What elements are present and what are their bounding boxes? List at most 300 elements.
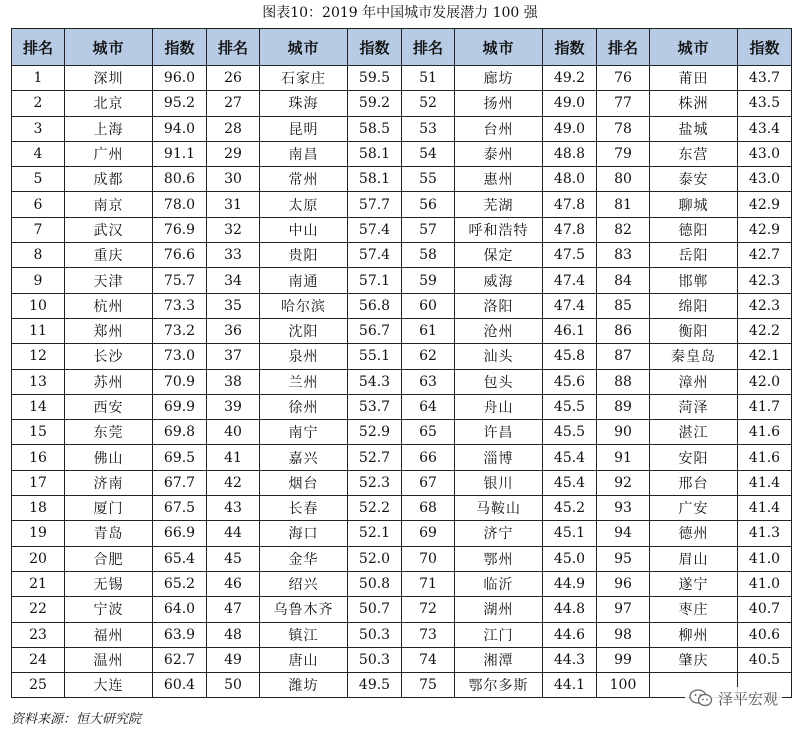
table-row (12, 673, 792, 698)
index-cell: 42.0 (738, 369, 792, 394)
rank-cell: 62 (402, 344, 455, 369)
index-cell: 70.9 (153, 369, 207, 394)
rank-cell: 22 (12, 597, 65, 622)
city-cell: 合肥 (65, 546, 153, 571)
city-cell: 海口 (260, 521, 348, 546)
city-cell: 大连 (65, 673, 153, 698)
index-cell: 44.8 (543, 597, 597, 622)
city-cell: 沈阳 (260, 318, 348, 343)
index-cell: 57.7 (348, 192, 402, 217)
index-cell: 41.0 (738, 571, 792, 596)
rank-cell: 89 (597, 394, 650, 419)
index-cell: 46.1 (543, 318, 597, 343)
city-cell: 舟山 (455, 394, 543, 419)
rank-cell: 38 (207, 369, 260, 394)
index-cell: 58.1 (348, 141, 402, 166)
city-cell: 株洲 (650, 91, 738, 116)
rank-cell: 93 (597, 496, 650, 521)
city-cell: 深圳 (65, 66, 153, 91)
index-cell: 53.7 (348, 394, 402, 419)
city-cell: 成都 (65, 167, 153, 192)
index-cell: 60.4 (153, 673, 207, 698)
city-cell: 包头 (455, 369, 543, 394)
city-cell: 临沂 (455, 571, 543, 596)
index-cell: 43.4 (738, 116, 792, 141)
city-cell: 银川 (455, 470, 543, 495)
rank-cell: 25 (12, 673, 65, 698)
rank-cell: 79 (597, 141, 650, 166)
table-row (12, 116, 792, 141)
index-cell: 47.5 (543, 243, 597, 268)
city-cell: 江门 (455, 622, 543, 647)
rank-cell: 90 (597, 420, 650, 445)
index-cell: 96.0 (153, 66, 207, 91)
city-cell: 南京 (65, 192, 153, 217)
index-cell: 76.6 (153, 243, 207, 268)
rank-cell: 54 (402, 141, 455, 166)
table-row (12, 293, 792, 318)
city-cell: 石家庄 (260, 66, 348, 91)
index-cell: 57.4 (348, 243, 402, 268)
table-row (12, 647, 792, 672)
rank-header: 排名 (597, 29, 650, 66)
table-row (12, 243, 792, 268)
index-cell: 47.4 (543, 293, 597, 318)
rank-cell: 7 (12, 217, 65, 242)
rank-cell: 30 (207, 167, 260, 192)
city-cell: 兰州 (260, 369, 348, 394)
rank-cell: 80 (597, 167, 650, 192)
index-cell: 45.2 (543, 496, 597, 521)
index-cell: 64.0 (153, 597, 207, 622)
rank-cell: 83 (597, 243, 650, 268)
index-cell: 45.4 (543, 470, 597, 495)
city-cell: 西安 (65, 394, 153, 419)
index-cell: 41.7 (738, 394, 792, 419)
city-cell: 绵阳 (650, 293, 738, 318)
rank-cell: 86 (597, 318, 650, 343)
city-cell: 惠州 (455, 167, 543, 192)
index-cell: 73.2 (153, 318, 207, 343)
rank-cell: 76 (597, 66, 650, 91)
table-row (12, 344, 792, 369)
city-cell: 烟台 (260, 470, 348, 495)
rank-cell: 14 (12, 394, 65, 419)
city-cell: 德阳 (650, 217, 738, 242)
rank-cell: 95 (597, 546, 650, 571)
index-cell: 50.3 (348, 622, 402, 647)
rank-cell: 3 (12, 116, 65, 141)
rank-cell: 58 (402, 243, 455, 268)
city-cell: 温州 (65, 647, 153, 672)
rank-cell: 44 (207, 521, 260, 546)
city-cell: 长春 (260, 496, 348, 521)
rank-cell: 49 (207, 647, 260, 672)
city-cell: 上海 (65, 116, 153, 141)
city-cell: 东营 (650, 141, 738, 166)
city-cell: 芜湖 (455, 192, 543, 217)
rank-cell: 73 (402, 622, 455, 647)
index-cell: 45.5 (543, 394, 597, 419)
index-cell: 43.7 (738, 66, 792, 91)
city-cell: 济宁 (455, 521, 543, 546)
city-cell: 福州 (65, 622, 153, 647)
city-cell: 武汉 (65, 217, 153, 242)
city-cell: 岳阳 (650, 243, 738, 268)
city-cell: 扬州 (455, 91, 543, 116)
index-cell: 48.8 (543, 141, 597, 166)
index-cell: 43.0 (738, 167, 792, 192)
rank-cell: 20 (12, 546, 65, 571)
table-row (12, 546, 792, 571)
index-cell: 63.9 (153, 622, 207, 647)
city-cell: 遂宁 (650, 571, 738, 596)
rank-cell: 32 (207, 217, 260, 242)
city-cell: 淄博 (455, 445, 543, 470)
rank-cell: 4 (12, 141, 65, 166)
index-cell: 47.8 (543, 192, 597, 217)
index-cell: 54.3 (348, 369, 402, 394)
index-cell: 49.0 (543, 116, 597, 141)
city-cell: 枣庄 (650, 597, 738, 622)
index-cell: 45.6 (543, 369, 597, 394)
table-row (12, 470, 792, 495)
city-cell: 珠海 (260, 91, 348, 116)
city-cell: 洛阳 (455, 293, 543, 318)
index-cell: 44.6 (543, 622, 597, 647)
city-cell: 青岛 (65, 521, 153, 546)
index-cell: 45.1 (543, 521, 597, 546)
rank-cell: 71 (402, 571, 455, 596)
watermark (685, 687, 782, 709)
city-cell: 保定 (455, 243, 543, 268)
rank-cell: 27 (207, 91, 260, 116)
city-cell: 呼和浩特 (455, 217, 543, 242)
city-cell: 汕头 (455, 344, 543, 369)
rank-cell: 29 (207, 141, 260, 166)
city-cell: 济南 (65, 470, 153, 495)
rank-cell: 74 (402, 647, 455, 672)
rank-cell: 9 (12, 268, 65, 293)
city-cell: 哈尔滨 (260, 293, 348, 318)
index-cell: 75.7 (153, 268, 207, 293)
city-header: 城市 (650, 29, 738, 66)
index-cell: 40.5 (738, 647, 792, 672)
rank-cell: 5 (12, 167, 65, 192)
rank-cell: 35 (207, 293, 260, 318)
rank-cell: 56 (402, 192, 455, 217)
city-cell: 长沙 (65, 344, 153, 369)
index-cell: 62.7 (153, 647, 207, 672)
city-header: 城市 (260, 29, 348, 66)
index-cell: 42.7 (738, 243, 792, 268)
rank-cell: 85 (597, 293, 650, 318)
index-header: 指数 (153, 29, 207, 66)
index-cell: 56.7 (348, 318, 402, 343)
rank-cell: 39 (207, 394, 260, 419)
index-cell: 44.1 (543, 673, 597, 698)
city-cell: 邯郸 (650, 268, 738, 293)
rank-cell: 55 (402, 167, 455, 192)
city-cell: 常州 (260, 167, 348, 192)
city-cell: 泰安 (650, 167, 738, 192)
rank-cell: 68 (402, 496, 455, 521)
city-cell: 嘉兴 (260, 445, 348, 470)
index-cell: 69.5 (153, 445, 207, 470)
city-header: 城市 (455, 29, 543, 66)
table-row (12, 167, 792, 192)
index-cell: 41.4 (738, 470, 792, 495)
city-cell: 徐州 (260, 394, 348, 419)
city-cell: 台州 (455, 116, 543, 141)
index-cell: 58.1 (348, 167, 402, 192)
city-cell: 鄂州 (455, 546, 543, 571)
wechat-icon (689, 689, 713, 707)
index-cell: 44.3 (543, 647, 597, 672)
table-row (12, 394, 792, 419)
index-cell: 45.4 (543, 445, 597, 470)
rank-cell: 59 (402, 268, 455, 293)
index-header: 指数 (738, 29, 792, 66)
rank-cell: 51 (402, 66, 455, 91)
index-cell: 41.3 (738, 521, 792, 546)
index-cell: 58.5 (348, 116, 402, 141)
index-cell: 57.1 (348, 268, 402, 293)
header-row (12, 29, 792, 66)
rank-cell: 23 (12, 622, 65, 647)
city-cell: 秦皇岛 (650, 344, 738, 369)
rank-cell: 33 (207, 243, 260, 268)
rank-cell: 26 (207, 66, 260, 91)
index-cell: 52.1 (348, 521, 402, 546)
rank-cell: 52 (402, 91, 455, 116)
city-cell: 廊坊 (455, 66, 543, 91)
rank-cell: 46 (207, 571, 260, 596)
table-row (12, 268, 792, 293)
table-row (12, 622, 792, 647)
index-cell: 94.0 (153, 116, 207, 141)
index-cell: 52.0 (348, 546, 402, 571)
rank-cell: 41 (207, 445, 260, 470)
index-cell: 59.5 (348, 66, 402, 91)
city-cell: 南昌 (260, 141, 348, 166)
rank-cell: 67 (402, 470, 455, 495)
city-cell: 昆明 (260, 116, 348, 141)
rank-cell: 24 (12, 647, 65, 672)
index-cell: 69.9 (153, 394, 207, 419)
city-cell: 郑州 (65, 318, 153, 343)
rank-cell: 40 (207, 420, 260, 445)
index-cell: 45.0 (543, 546, 597, 571)
index-cell: 52.9 (348, 420, 402, 445)
city-header: 城市 (65, 29, 153, 66)
rank-cell: 63 (402, 369, 455, 394)
index-cell: 41.0 (738, 546, 792, 571)
city-ranking-table (11, 28, 792, 698)
city-cell: 菏泽 (650, 394, 738, 419)
index-cell: 91.1 (153, 141, 207, 166)
index-cell: 65.2 (153, 571, 207, 596)
city-cell: 贵阳 (260, 243, 348, 268)
city-cell: 盐城 (650, 116, 738, 141)
rank-cell: 48 (207, 622, 260, 647)
rank-cell: 15 (12, 420, 65, 445)
city-cell: 邢台 (650, 470, 738, 495)
rank-cell: 16 (12, 445, 65, 470)
rank-cell: 72 (402, 597, 455, 622)
city-cell: 镇江 (260, 622, 348, 647)
rank-cell: 43 (207, 496, 260, 521)
rank-cell: 87 (597, 344, 650, 369)
index-cell: 40.7 (738, 597, 792, 622)
city-cell: 莆田 (650, 66, 738, 91)
city-cell: 漳州 (650, 369, 738, 394)
city-cell: 北京 (65, 91, 153, 116)
index-cell: 57.4 (348, 217, 402, 242)
rank-header: 排名 (207, 29, 260, 66)
city-cell: 德州 (650, 521, 738, 546)
rank-cell: 53 (402, 116, 455, 141)
city-cell: 苏州 (65, 369, 153, 394)
rank-cell: 12 (12, 344, 65, 369)
source-note: 资料来源：恒大研究院 (11, 712, 142, 727)
rank-cell: 42 (207, 470, 260, 495)
index-cell: 67.5 (153, 496, 207, 521)
rank-cell: 77 (597, 91, 650, 116)
index-cell: 41.6 (738, 445, 792, 470)
index-cell: 50.8 (348, 571, 402, 596)
index-cell: 48.0 (543, 167, 597, 192)
index-cell: 52.7 (348, 445, 402, 470)
index-cell: 66.9 (153, 521, 207, 546)
city-cell: 天津 (65, 268, 153, 293)
rank-cell: 17 (12, 470, 65, 495)
index-cell: 41.4 (738, 496, 792, 521)
index-cell: 73.0 (153, 344, 207, 369)
city-cell: 柳州 (650, 622, 738, 647)
rank-cell: 6 (12, 192, 65, 217)
city-cell: 湛江 (650, 420, 738, 445)
city-cell: 许昌 (455, 420, 543, 445)
rank-cell: 66 (402, 445, 455, 470)
index-cell: 80.6 (153, 167, 207, 192)
index-cell: 45.5 (543, 420, 597, 445)
city-cell: 肇庆 (650, 647, 738, 672)
index-cell: 52.2 (348, 496, 402, 521)
city-cell: 南通 (260, 268, 348, 293)
index-cell: 78.0 (153, 192, 207, 217)
rank-cell: 96 (597, 571, 650, 596)
index-cell: 42.1 (738, 344, 792, 369)
city-cell: 马鞍山 (455, 496, 543, 521)
rank-cell: 98 (597, 622, 650, 647)
city-cell: 佛山 (65, 445, 153, 470)
rank-cell: 1 (12, 66, 65, 91)
index-cell: 47.8 (543, 217, 597, 242)
rank-cell: 82 (597, 217, 650, 242)
index-header: 指数 (543, 29, 597, 66)
index-cell: 95.2 (153, 91, 207, 116)
city-cell: 沧州 (455, 318, 543, 343)
rank-cell: 84 (597, 268, 650, 293)
rank-cell: 47 (207, 597, 260, 622)
table-row (12, 496, 792, 521)
rank-cell: 65 (402, 420, 455, 445)
city-cell: 湖州 (455, 597, 543, 622)
index-cell: 56.8 (348, 293, 402, 318)
rank-cell: 88 (597, 369, 650, 394)
index-cell: 42.3 (738, 293, 792, 318)
rank-cell: 10 (12, 293, 65, 318)
rank-cell: 37 (207, 344, 260, 369)
city-cell: 泰州 (455, 141, 543, 166)
city-cell: 广州 (65, 141, 153, 166)
index-cell: 50.7 (348, 597, 402, 622)
index-cell: 76.9 (153, 217, 207, 242)
rank-cell: 28 (207, 116, 260, 141)
table-row (12, 571, 792, 596)
city-cell: 聊城 (650, 192, 738, 217)
table-row (12, 192, 792, 217)
rank-cell: 19 (12, 521, 65, 546)
city-cell: 绍兴 (260, 571, 348, 596)
rank-cell: 60 (402, 293, 455, 318)
rank-cell: 69 (402, 521, 455, 546)
rank-cell: 91 (597, 445, 650, 470)
index-cell: 55.1 (348, 344, 402, 369)
city-cell: 宁波 (65, 597, 153, 622)
city-cell: 安阳 (650, 445, 738, 470)
city-cell: 泉州 (260, 344, 348, 369)
rank-cell: 70 (402, 546, 455, 571)
rank-cell: 100 (597, 673, 650, 698)
index-cell: 52.3 (348, 470, 402, 495)
index-cell: 67.7 (153, 470, 207, 495)
city-cell: 乌鲁木齐 (260, 597, 348, 622)
rank-cell: 2 (12, 91, 65, 116)
rank-cell: 50 (207, 673, 260, 698)
city-cell: 太原 (260, 192, 348, 217)
table-row (12, 66, 792, 91)
index-cell: 49.0 (543, 91, 597, 116)
index-cell: 47.4 (543, 268, 597, 293)
table-row (12, 420, 792, 445)
city-cell: 金华 (260, 546, 348, 571)
index-cell: 44.9 (543, 571, 597, 596)
rank-cell: 78 (597, 116, 650, 141)
city-cell: 威海 (455, 268, 543, 293)
city-cell: 中山 (260, 217, 348, 242)
index-cell: 40.6 (738, 622, 792, 647)
rank-cell: 11 (12, 318, 65, 343)
index-cell: 41.6 (738, 420, 792, 445)
rank-cell: 92 (597, 470, 650, 495)
rank-cell: 45 (207, 546, 260, 571)
table-row (12, 91, 792, 116)
index-cell: 69.8 (153, 420, 207, 445)
city-cell: 眉山 (650, 546, 738, 571)
index-cell: 42.9 (738, 217, 792, 242)
index-cell: 42.3 (738, 268, 792, 293)
city-cell: 无锡 (65, 571, 153, 596)
index-cell: 43.0 (738, 141, 792, 166)
watermark-text: 泽平宏观 (717, 689, 778, 708)
rank-cell: 13 (12, 369, 65, 394)
rank-cell: 34 (207, 268, 260, 293)
rank-header: 排名 (402, 29, 455, 66)
table-row (12, 318, 792, 343)
city-cell: 广安 (650, 496, 738, 521)
